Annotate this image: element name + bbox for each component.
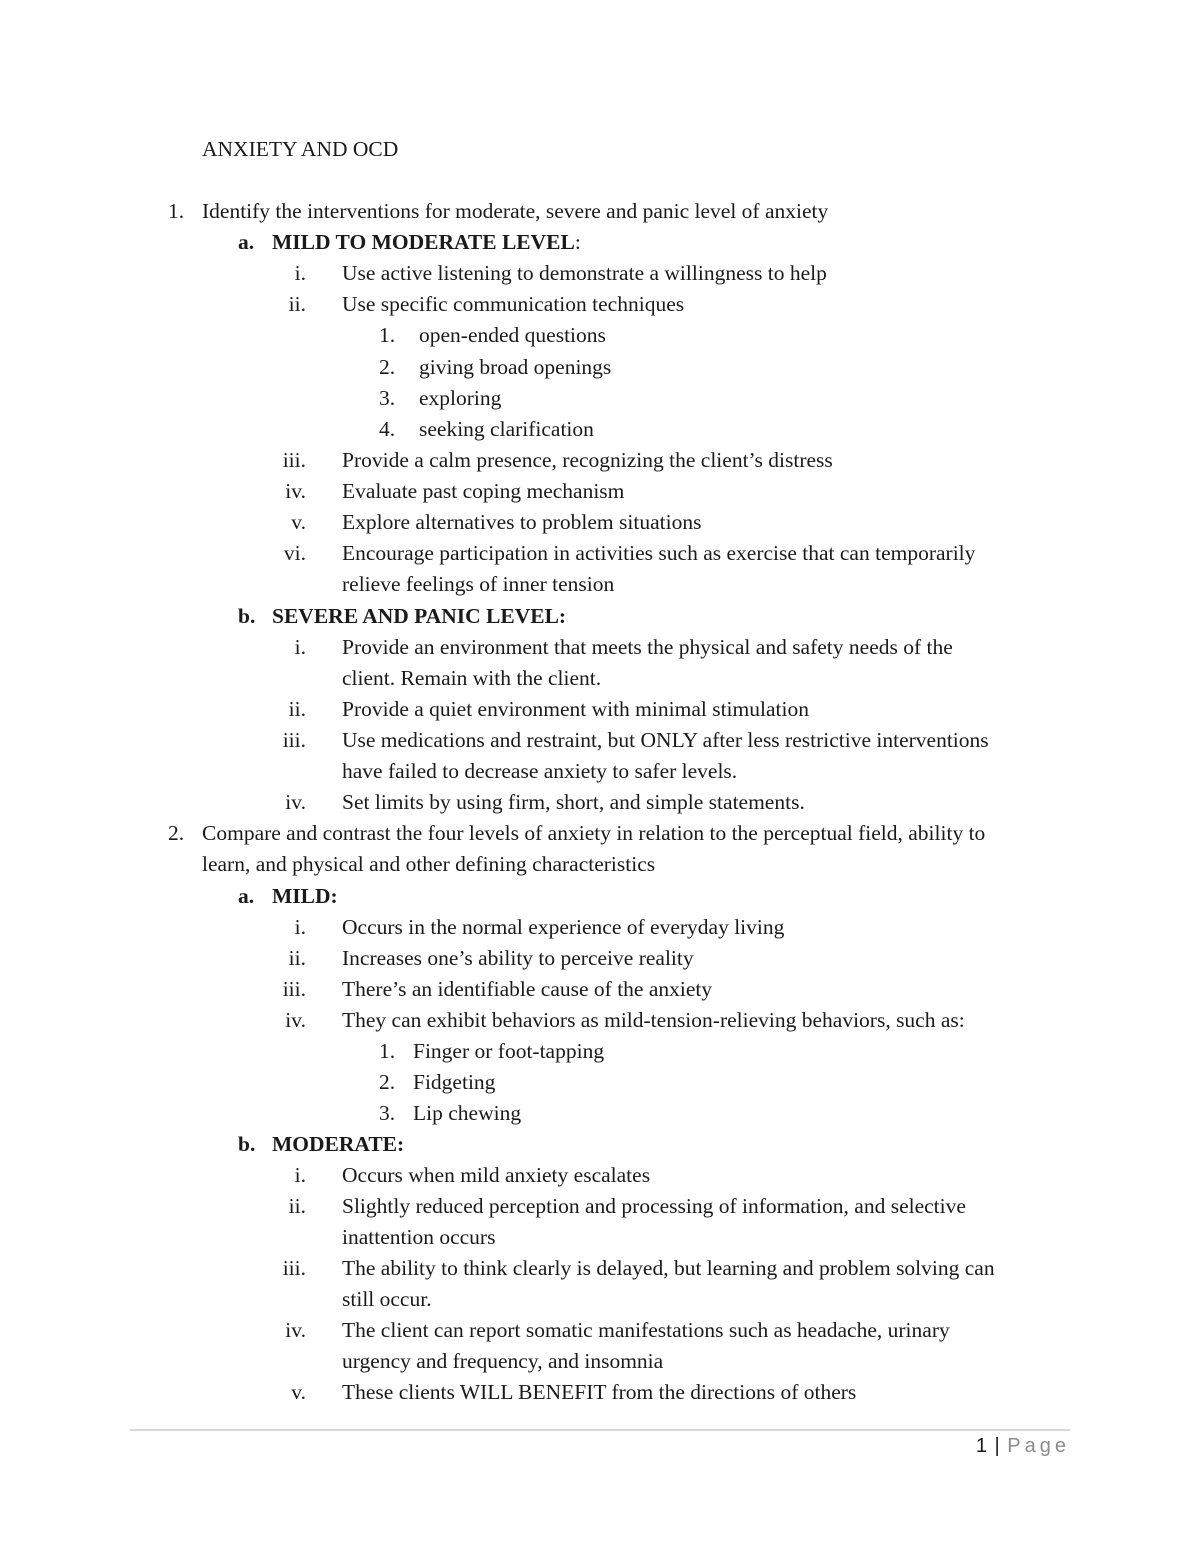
list-item: Explore alternatives to problem situations (342, 510, 702, 534)
question-text-continuation: learn, and physical and other defining characteristics (202, 852, 656, 876)
list-item: Occurs in the normal experience of everyday living (342, 915, 785, 939)
item-marker: iv. (285, 1318, 306, 1342)
section-marker: a. (238, 884, 255, 908)
subitem-marker: 2. (379, 355, 396, 379)
item-marker: i. (294, 261, 306, 285)
list-item-continuation: urgency and frequency, and insomnia (342, 1349, 664, 1373)
section-marker: b. (238, 1132, 256, 1156)
list-item: There’s an identifiable cause of the anxiety (342, 977, 713, 1001)
footer-separator: | (994, 1435, 1000, 1457)
sub-list-item: Lip chewing (413, 1101, 522, 1125)
item-marker: ii. (288, 697, 306, 721)
footer-divider (130, 1429, 1070, 1431)
item-marker: iv. (285, 790, 306, 814)
list-item-continuation: client. Remain with the client. (342, 666, 602, 690)
section-heading (272, 227, 581, 258)
list-item-continuation: inattention occurs (342, 1225, 496, 1249)
item-marker: i. (294, 915, 306, 939)
section-heading-colon: : (574, 230, 581, 254)
list-item: Slightly reduced perception and processing of information, and selective (342, 1194, 966, 1218)
list-item: Use specific communication techniques (342, 292, 685, 316)
page-label: Page (1007, 1435, 1070, 1457)
list-item: They can exhibit behaviors as mild-tension-relieving behaviors, such as: (342, 1008, 965, 1032)
section-heading: MODERATE: (272, 1132, 405, 1156)
list-item: These clients WILL BENEFIT from the directions of others (342, 1380, 857, 1404)
sub-list-item: open-ended questions (419, 323, 606, 347)
list-item: The client can report somatic manifestations such as headache, urinary (342, 1318, 950, 1342)
item-marker: iii. (282, 448, 306, 472)
section-heading: MILD: (272, 884, 338, 908)
list-item: Provide a calm presence, recognizing the client’s distress (342, 448, 833, 472)
list-item: Set limits by using firm, short, and simple statements. (342, 790, 805, 814)
subitem-marker: 1. (379, 1039, 396, 1063)
page-number: 1 (975, 1435, 987, 1457)
sub-list-item: Fidgeting (413, 1070, 496, 1094)
item-marker: v. (291, 510, 306, 534)
document-title: ANXIETY AND OCD (202, 137, 399, 161)
list-item: Use active listening to demonstrate a willingness to help (342, 261, 827, 285)
section-marker: a. (238, 230, 255, 254)
list-item-continuation: have failed to decrease anxiety to safer levels. (342, 759, 738, 783)
list-item: The ability to think clearly is delayed, but learning and problem solving can (342, 1256, 995, 1280)
subitem-marker: 3. (379, 386, 396, 410)
subitem-marker: 3. (379, 1101, 396, 1125)
sub-list-item: giving broad openings (419, 355, 612, 379)
section-heading: SEVERE AND PANIC LEVEL: (272, 604, 567, 628)
item-marker: ii. (288, 946, 306, 970)
list-item: Occurs when mild anxiety escalates (342, 1163, 651, 1187)
question-text: Compare and contrast the four levels of anxiety in relation to the perceptual field, ability to (202, 821, 986, 845)
item-marker: i. (294, 635, 306, 659)
list-item: Evaluate past coping mechanism (342, 479, 625, 503)
section-heading-text: MILD TO MODERATE LEVEL (272, 230, 575, 254)
item-marker: ii. (288, 292, 306, 316)
page-footer (976, 1432, 1070, 1460)
item-marker: iii. (282, 977, 306, 1001)
subitem-marker: 1. (379, 323, 396, 347)
question-number: 1. (168, 199, 185, 223)
list-item: Encourage participation in activities such as exercise that can temporarily (342, 541, 976, 565)
item-marker: i. (294, 1163, 306, 1187)
item-marker: ii. (288, 1194, 306, 1218)
subitem-marker: 2. (379, 1070, 396, 1094)
item-marker: v. (291, 1380, 306, 1404)
sub-list-item: exploring (419, 386, 502, 410)
item-marker: iv. (285, 479, 306, 503)
question-number: 2. (168, 821, 185, 845)
subitem-marker: 4. (379, 417, 396, 441)
list-item: Increases one’s ability to perceive reality (342, 946, 694, 970)
list-item: Use medications and restraint, but ONLY after less restrictive interventions (342, 728, 989, 752)
question-text: Identify the interventions for moderate, severe and panic level of anxiety (202, 199, 829, 223)
list-item-continuation: still occur. (342, 1287, 432, 1311)
item-marker: iv. (285, 1008, 306, 1032)
sub-list-item: Finger or foot-tapping (413, 1039, 605, 1063)
item-marker: iii. (282, 728, 306, 752)
item-marker: vi. (283, 541, 306, 565)
section-marker: b. (238, 604, 256, 628)
list-item: Provide an environment that meets the physical and safety needs of the (342, 635, 953, 659)
list-item-continuation: relieve feelings of inner tension (342, 572, 615, 596)
list-item: Provide a quiet environment with minimal stimulation (342, 697, 809, 721)
sub-list-item: seeking clarification (419, 417, 594, 441)
item-marker: iii. (282, 1256, 306, 1280)
